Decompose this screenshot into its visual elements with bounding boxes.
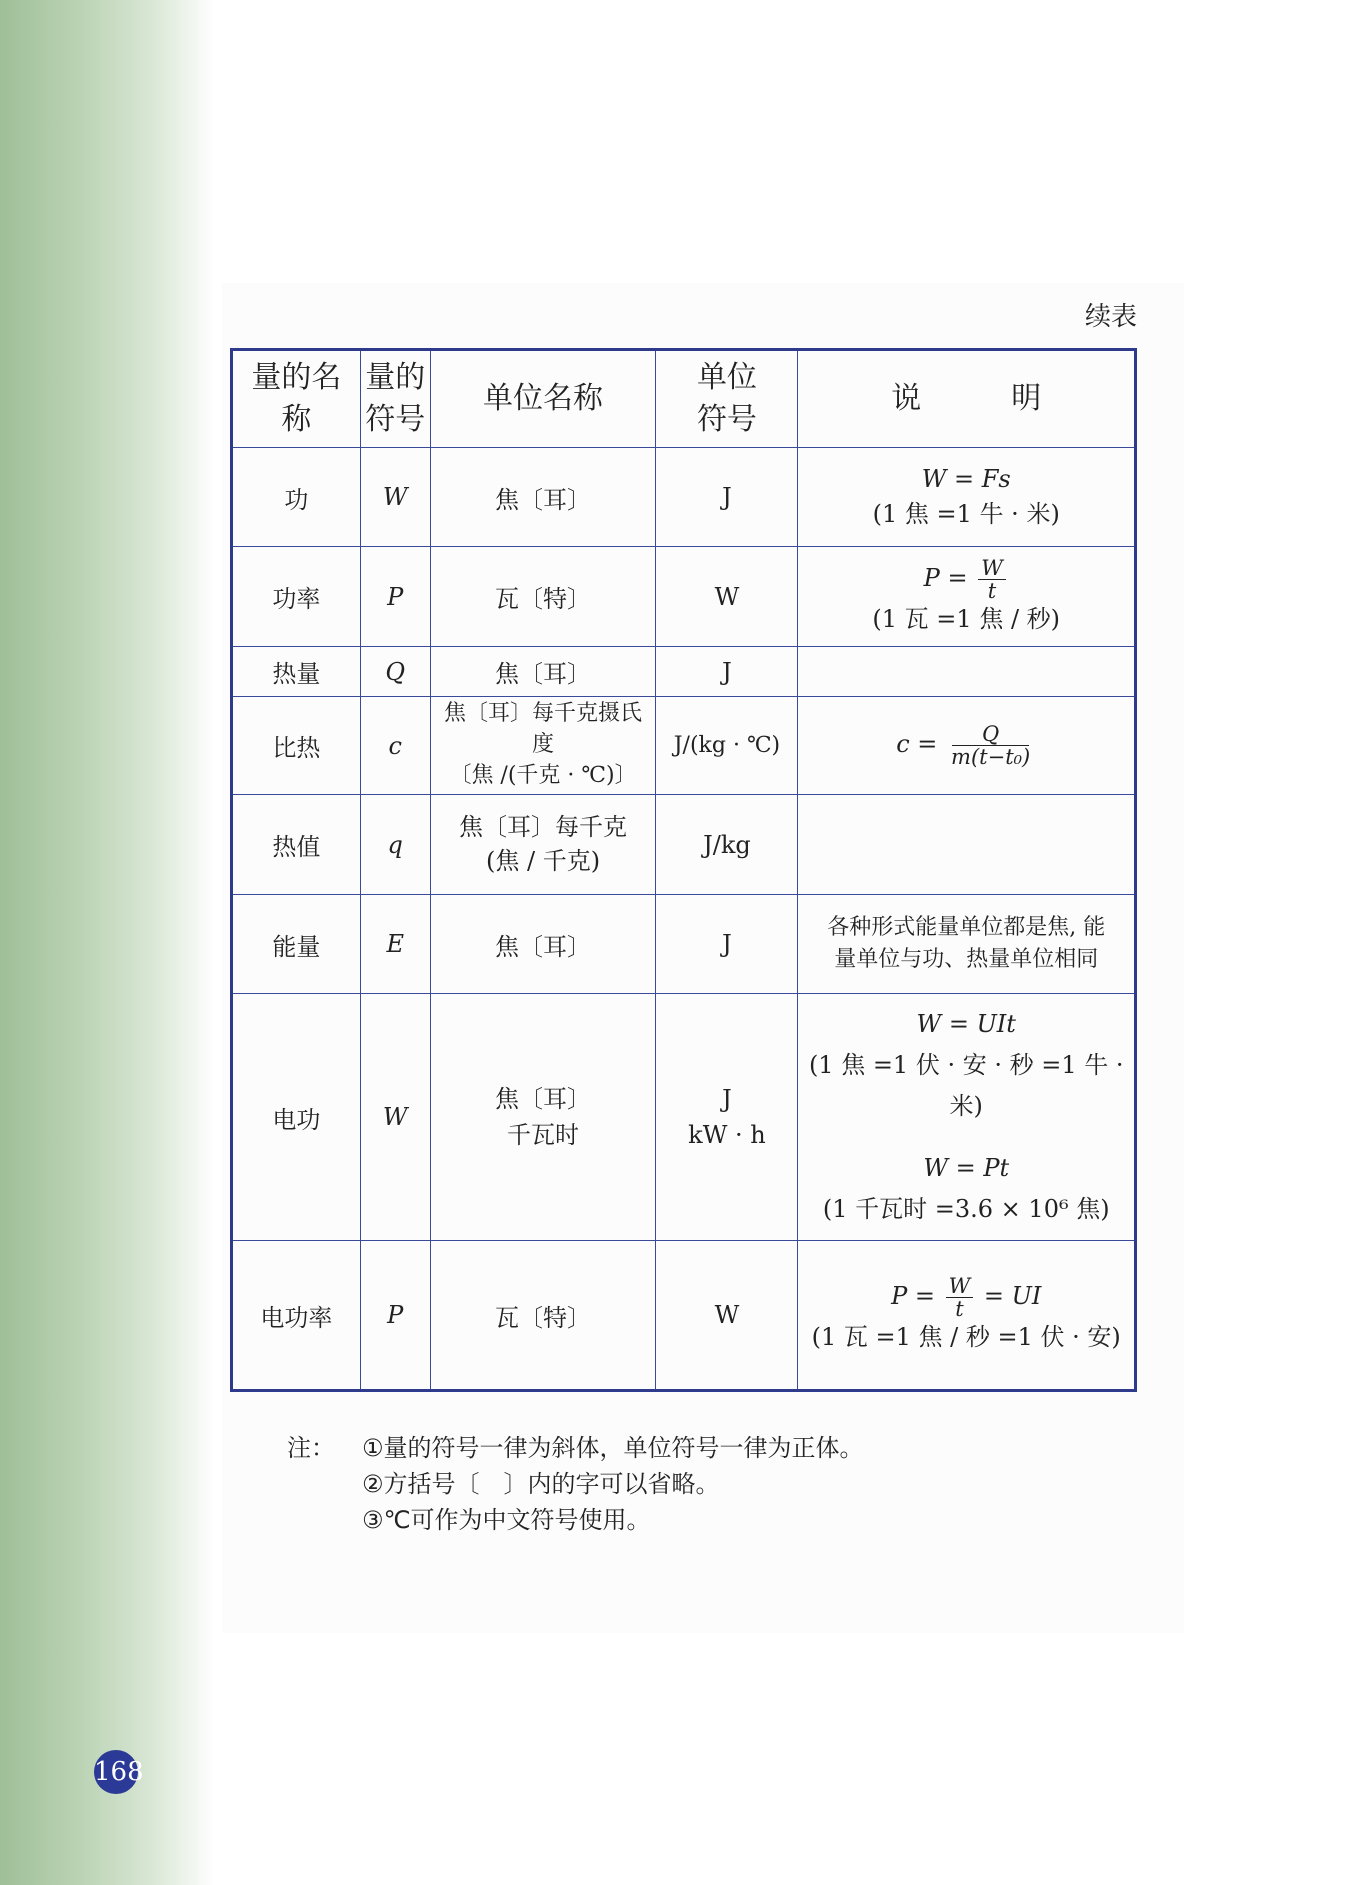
description-line: 量单位与功、热量单位相同	[834, 947, 1099, 972]
formula-line	[802, 723, 1130, 768]
table-row	[232, 795, 1136, 895]
description	[798, 994, 1136, 1241]
quantity-symbol: P	[360, 1241, 430, 1391]
decorative-side-band	[0, 0, 215, 1885]
description-line: (1 焦 =1 伏 · 安 · 秒 =1 牛 · 米)	[808, 1050, 1124, 1120]
quantity-symbol: Q	[360, 647, 430, 697]
quantity-name: 电功	[232, 994, 361, 1241]
fraction	[978, 557, 1006, 602]
formula-lhs: P =	[923, 563, 968, 592]
table-row	[232, 994, 1136, 1241]
quantity-name: 功率	[232, 547, 361, 647]
unit-symbol: J kW · h	[656, 994, 798, 1241]
description	[798, 795, 1136, 895]
formula-rhs: = UI	[983, 1282, 1042, 1311]
quantity-symbol: c	[360, 697, 430, 795]
unit-symbol: J	[656, 895, 798, 994]
unit-name: 瓦〔特〕	[430, 1241, 656, 1391]
formula-line	[802, 557, 1130, 602]
quantity-symbol: W	[360, 994, 430, 1241]
quantity-symbol: W	[360, 448, 430, 547]
quantity-symbol: q	[360, 795, 430, 895]
unit-name: 焦〔耳〕 千瓦时	[430, 994, 656, 1241]
table-row	[232, 448, 1136, 547]
fraction-denominator: t	[987, 578, 997, 603]
unit-symbol: W	[656, 1241, 798, 1391]
description-line: (1 瓦 =1 焦 / 秒)	[872, 604, 1061, 633]
formula-line	[802, 1275, 1130, 1320]
fraction-numerator: Q	[952, 723, 1029, 746]
description	[798, 1241, 1136, 1391]
note-item: ③℃可作为中文符号使用。	[362, 1506, 651, 1534]
unit-name: 瓦〔特〕	[430, 547, 656, 647]
notes-list	[362, 1430, 1062, 1538]
quantity-name: 比热	[232, 697, 361, 795]
table-header-row	[232, 350, 1136, 448]
formula-line: W = UIt	[916, 1010, 1016, 1038]
quantity-name: 电功率	[232, 1241, 361, 1391]
page-number: 168	[94, 1750, 138, 1794]
quantity-name: 功	[232, 448, 361, 547]
quantity-name: 能量	[232, 895, 361, 994]
quantity-name: 热值	[232, 795, 361, 895]
header-description: 说 明	[798, 350, 1136, 448]
table-row	[232, 647, 1136, 697]
unit-name: 焦〔耳〕每千克 (焦 / 千克)	[430, 795, 656, 895]
unit-symbol: J	[656, 647, 798, 697]
unit-name: 焦〔耳〕	[430, 448, 656, 547]
header-quantity-name: 量的名称	[232, 350, 361, 448]
note-item: ①量的符号一律为斜体，单位符号一律为正体。	[362, 1434, 864, 1462]
header-unit-symbol: 单位 符号	[656, 350, 798, 448]
fraction-numerator: W	[978, 557, 1006, 580]
quantity-name: 热量	[232, 647, 361, 697]
unit-symbol: J	[656, 448, 798, 547]
description-line: (1 焦 =1 牛 · 米)	[872, 500, 1060, 528]
formula-lhs: P =	[891, 1282, 936, 1311]
fraction	[948, 723, 1033, 768]
description	[798, 547, 1136, 647]
table-row	[232, 697, 1136, 795]
header-unit-name: 单位名称	[430, 350, 656, 448]
unit-symbol: J/(kg · ℃)	[656, 697, 798, 795]
quantity-symbol: E	[360, 895, 430, 994]
units-table	[230, 348, 1137, 1392]
description	[798, 448, 1136, 547]
table-row	[232, 547, 1136, 647]
note-item: ②方括号〔 〕内的字可以省略。	[362, 1470, 720, 1498]
description	[798, 697, 1136, 795]
fraction-denominator: m(t−t₀)	[951, 745, 1031, 769]
unit-name: 焦〔耳〕每千克摄氏度 〔焦 /(千克 · ℃)〕	[430, 697, 656, 795]
unit-name: 焦〔耳〕	[430, 895, 656, 994]
fraction-denominator: t	[955, 1297, 964, 1322]
quantity-symbol: P	[360, 547, 430, 647]
description	[798, 647, 1136, 697]
description-line: 各种形式能量单位都是焦, 能	[827, 915, 1106, 941]
unit-symbol: W	[656, 547, 798, 647]
description-line: (1 瓦 =1 焦 / 秒 =1 伏 · 安)	[811, 1323, 1121, 1352]
unit-symbol: J/kg	[656, 795, 798, 895]
table-row	[232, 895, 1136, 994]
continued-table-label: 续表	[1084, 302, 1137, 332]
notes-label: 注：	[287, 1434, 335, 1462]
table-row	[232, 1241, 1136, 1391]
fraction	[946, 1275, 974, 1320]
description	[798, 895, 1136, 994]
fraction-numerator: W	[946, 1275, 974, 1298]
formula-line: W = Fs	[921, 465, 1011, 494]
header-quantity-symbol: 量的 符号	[360, 350, 430, 448]
formula-lhs: c =	[896, 730, 938, 758]
formula-line: W = Pt	[923, 1154, 1010, 1183]
unit-name: 焦〔耳〕	[430, 647, 656, 697]
description-line: (1 千瓦时 =3.6 × 10⁶ 焦)	[822, 1195, 1110, 1224]
